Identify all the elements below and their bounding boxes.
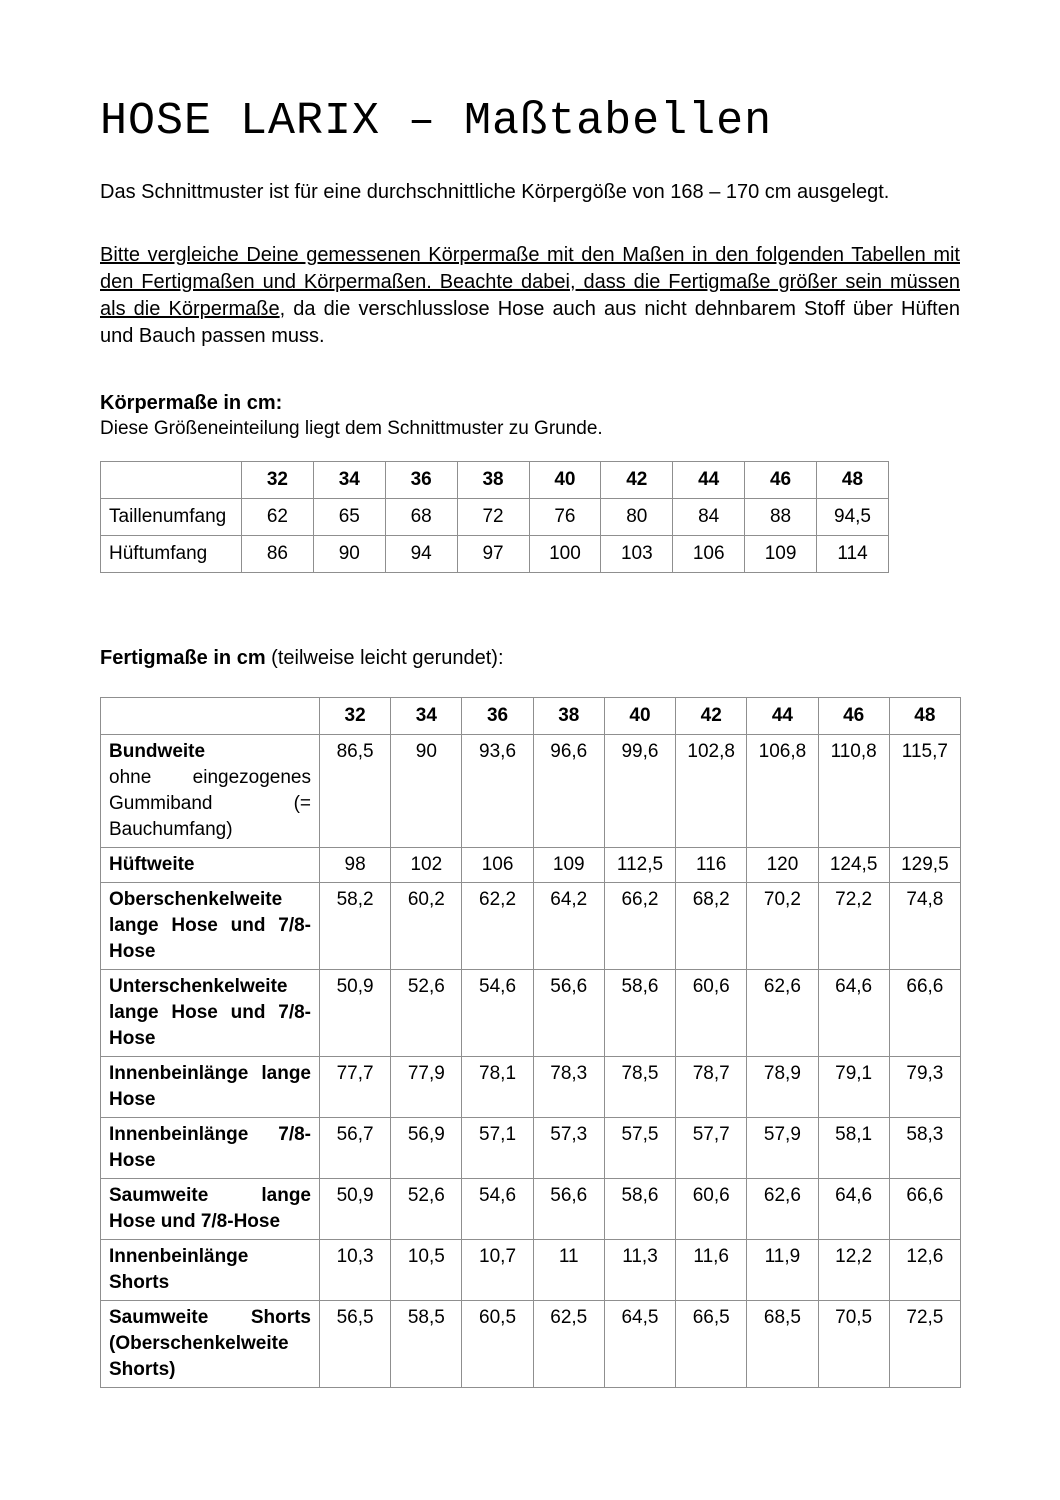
value-cell: 60,6 (676, 1179, 747, 1240)
value-cell: 96,6 (533, 735, 604, 848)
size-header-cell: 48 (889, 698, 960, 735)
empty-corner-cell (101, 462, 242, 499)
value-cell: 94 (385, 536, 457, 573)
table-row (101, 970, 961, 1057)
notice-paragraph (100, 242, 960, 350)
fertigmasse-heading-rest: (teilweise leicht gerundet): (265, 647, 504, 669)
size-header-cell: 48 (817, 462, 889, 499)
value-cell: 86,5 (320, 735, 391, 848)
value-cell: 115,7 (889, 735, 960, 848)
value-cell: 11 (533, 1240, 604, 1301)
fertigmasse-table (100, 697, 961, 1388)
value-cell: 56,9 (391, 1118, 462, 1179)
value-cell: 57,3 (533, 1118, 604, 1179)
value-cell: 60,6 (676, 970, 747, 1057)
value-cell: 62 (242, 499, 314, 536)
value-cell: 56,7 (320, 1118, 391, 1179)
size-header-row (101, 462, 889, 499)
koerpermasse-note: Diese Größeneinteilung liegt dem Schnittmuster zu Grunde. (100, 418, 603, 439)
value-cell: 57,7 (676, 1118, 747, 1179)
value-cell: 106 (673, 536, 745, 573)
value-cell: 62,5 (533, 1301, 604, 1388)
size-header-row (101, 698, 961, 735)
value-cell: 102 (391, 848, 462, 883)
table-row (101, 536, 889, 573)
value-cell: 11,9 (747, 1240, 818, 1301)
value-cell: 64,6 (818, 1179, 889, 1240)
size-header-cell: 36 (385, 462, 457, 499)
empty-corner-cell (101, 698, 320, 735)
size-header-cell: 34 (313, 462, 385, 499)
value-cell: 62,2 (462, 883, 533, 970)
row-label: Unterschenkelweite lange Hose und 7/8-Hose (101, 970, 320, 1057)
value-cell: 88 (745, 499, 817, 536)
value-cell: 60,5 (462, 1301, 533, 1388)
value-cell: 103 (601, 536, 673, 573)
value-cell: 54,6 (462, 1179, 533, 1240)
value-cell: 109 (533, 848, 604, 883)
value-cell: 64,6 (818, 970, 889, 1057)
value-cell: 120 (747, 848, 818, 883)
value-cell: 58,6 (604, 970, 675, 1057)
size-header-cell: 42 (676, 698, 747, 735)
size-header-cell: 44 (673, 462, 745, 499)
value-cell: 112,5 (604, 848, 675, 883)
row-label: Saumweite lange Hose und 7/8-Hose (101, 1179, 320, 1240)
row-label: Taillenumfang (101, 499, 242, 536)
value-cell: 11,3 (604, 1240, 675, 1301)
value-cell: 50,9 (320, 970, 391, 1057)
value-cell: 12,6 (889, 1240, 960, 1301)
value-cell: 78,7 (676, 1057, 747, 1118)
size-header-cell: 46 (745, 462, 817, 499)
value-cell: 102,8 (676, 735, 747, 848)
size-header-cell: 40 (604, 698, 675, 735)
size-header-cell: 46 (818, 698, 889, 735)
value-cell: 116 (676, 848, 747, 883)
value-cell: 90 (391, 735, 462, 848)
value-cell: 78,3 (533, 1057, 604, 1118)
value-cell: 114 (817, 536, 889, 573)
value-cell: 76 (529, 499, 601, 536)
intro-paragraph: Das Schnittmuster ist für eine durchschnittliche Körpergöße von 168 – 170 cm ausgelegt. (100, 181, 890, 203)
table-row (101, 883, 961, 970)
notice-underlined-text: Bitte vergleiche Deine gemessenen Körpermaße mit den Maßen in den folgenden Tabellen mit den Fertigmaßen und Körpermaßen. Beachte dabei, dass die Fertigmaße größer sein müssen als die Körpermaße (100, 244, 960, 320)
value-cell: 66,6 (889, 1179, 960, 1240)
value-cell: 64,5 (604, 1301, 675, 1388)
row-label: Innenbeinlänge Shorts (101, 1240, 320, 1301)
value-cell: 90 (313, 536, 385, 573)
page-title: HOSE LARIX – Maßtabellen (100, 96, 773, 147)
size-header-cell: 38 (533, 698, 604, 735)
value-cell: 77,7 (320, 1057, 391, 1118)
value-cell: 93,6 (462, 735, 533, 848)
table-row (101, 1057, 961, 1118)
value-cell: 66,6 (889, 970, 960, 1057)
size-header-cell: 34 (391, 698, 462, 735)
value-cell: 56,6 (533, 970, 604, 1057)
value-cell: 56,5 (320, 1301, 391, 1388)
row-label: Saumweite Shorts (Oberschenkelweite Shorts) (101, 1301, 320, 1388)
value-cell: 57,5 (604, 1118, 675, 1179)
koerpermasse-table (100, 461, 889, 573)
value-cell: 70,5 (818, 1301, 889, 1388)
value-cell: 124,5 (818, 848, 889, 883)
value-cell: 56,6 (533, 1179, 604, 1240)
value-cell: 78,5 (604, 1057, 675, 1118)
value-cell: 58,5 (391, 1301, 462, 1388)
value-cell: 99,6 (604, 735, 675, 848)
value-cell: 64,2 (533, 883, 604, 970)
value-cell: 60,2 (391, 883, 462, 970)
value-cell: 58,1 (818, 1118, 889, 1179)
value-cell: 106,8 (747, 735, 818, 848)
value-cell: 86 (242, 536, 314, 573)
value-cell: 79,3 (889, 1057, 960, 1118)
value-cell: 58,2 (320, 883, 391, 970)
value-cell: 106 (462, 848, 533, 883)
value-cell: 97 (457, 536, 529, 573)
value-cell: 110,8 (818, 735, 889, 848)
table-row (101, 1301, 961, 1388)
value-cell: 11,6 (676, 1240, 747, 1301)
fertigmasse-heading-bold: Fertigmaße in cm (100, 647, 266, 669)
value-cell: 94,5 (817, 499, 889, 536)
value-cell: 58,6 (604, 1179, 675, 1240)
value-cell: 68 (385, 499, 457, 536)
value-cell: 79,1 (818, 1057, 889, 1118)
value-cell: 57,9 (747, 1118, 818, 1179)
value-cell: 78,9 (747, 1057, 818, 1118)
value-cell: 74,8 (889, 883, 960, 970)
size-header-cell: 44 (747, 698, 818, 735)
row-label: Hüftweite (101, 848, 320, 883)
table-row (101, 848, 961, 883)
value-cell: 100 (529, 536, 601, 573)
value-cell: 12,2 (818, 1240, 889, 1301)
value-cell: 10,5 (391, 1240, 462, 1301)
table-row (101, 1240, 961, 1301)
row-label: Innenbeinlänge 7/8-Hose (101, 1118, 320, 1179)
value-cell: 58,3 (889, 1118, 960, 1179)
table-row (101, 1179, 961, 1240)
size-header-cell: 32 (320, 698, 391, 735)
value-cell: 50,9 (320, 1179, 391, 1240)
value-cell: 72,2 (818, 883, 889, 970)
size-header-cell: 36 (462, 698, 533, 735)
value-cell: 66,2 (604, 883, 675, 970)
row-label: Innenbeinlänge lange Hose (101, 1057, 320, 1118)
value-cell: 80 (601, 499, 673, 536)
value-cell: 98 (320, 848, 391, 883)
value-cell: 57,1 (462, 1118, 533, 1179)
row-label: Oberschenkelweite lange Hose und 7/8-Hose (101, 883, 320, 970)
value-cell: 70,2 (747, 883, 818, 970)
value-cell: 66,5 (676, 1301, 747, 1388)
value-cell: 77,9 (391, 1057, 462, 1118)
table-row (101, 499, 889, 536)
row-label: Bundweite ohne eingezogenes Gummiband (= Bauchumfang) (101, 735, 320, 848)
value-cell: 129,5 (889, 848, 960, 883)
table-row (101, 1118, 961, 1179)
value-cell: 52,6 (391, 970, 462, 1057)
value-cell: 65 (313, 499, 385, 536)
notice-rest-text: , da die verschlusslose Hose auch aus nicht dehnbarem Stoff über Hüften und Bauch passen muss. (100, 298, 960, 347)
size-header-cell: 32 (242, 462, 314, 499)
value-cell: 10,3 (320, 1240, 391, 1301)
value-cell: 72,5 (889, 1301, 960, 1388)
value-cell: 109 (745, 536, 817, 573)
fertigmasse-heading (100, 645, 960, 671)
value-cell: 62,6 (747, 970, 818, 1057)
size-header-cell: 42 (601, 462, 673, 499)
value-cell: 78,1 (462, 1057, 533, 1118)
value-cell: 62,6 (747, 1179, 818, 1240)
value-cell: 52,6 (391, 1179, 462, 1240)
value-cell: 72 (457, 499, 529, 536)
size-header-cell: 40 (529, 462, 601, 499)
table-row (101, 735, 961, 848)
koerpermasse-heading: Körpermaße in cm: (100, 392, 283, 414)
value-cell: 68,2 (676, 883, 747, 970)
size-header-cell: 38 (457, 462, 529, 499)
row-label: Hüftumfang (101, 536, 242, 573)
value-cell: 10,7 (462, 1240, 533, 1301)
value-cell: 84 (673, 499, 745, 536)
value-cell: 54,6 (462, 970, 533, 1057)
value-cell: 68,5 (747, 1301, 818, 1388)
